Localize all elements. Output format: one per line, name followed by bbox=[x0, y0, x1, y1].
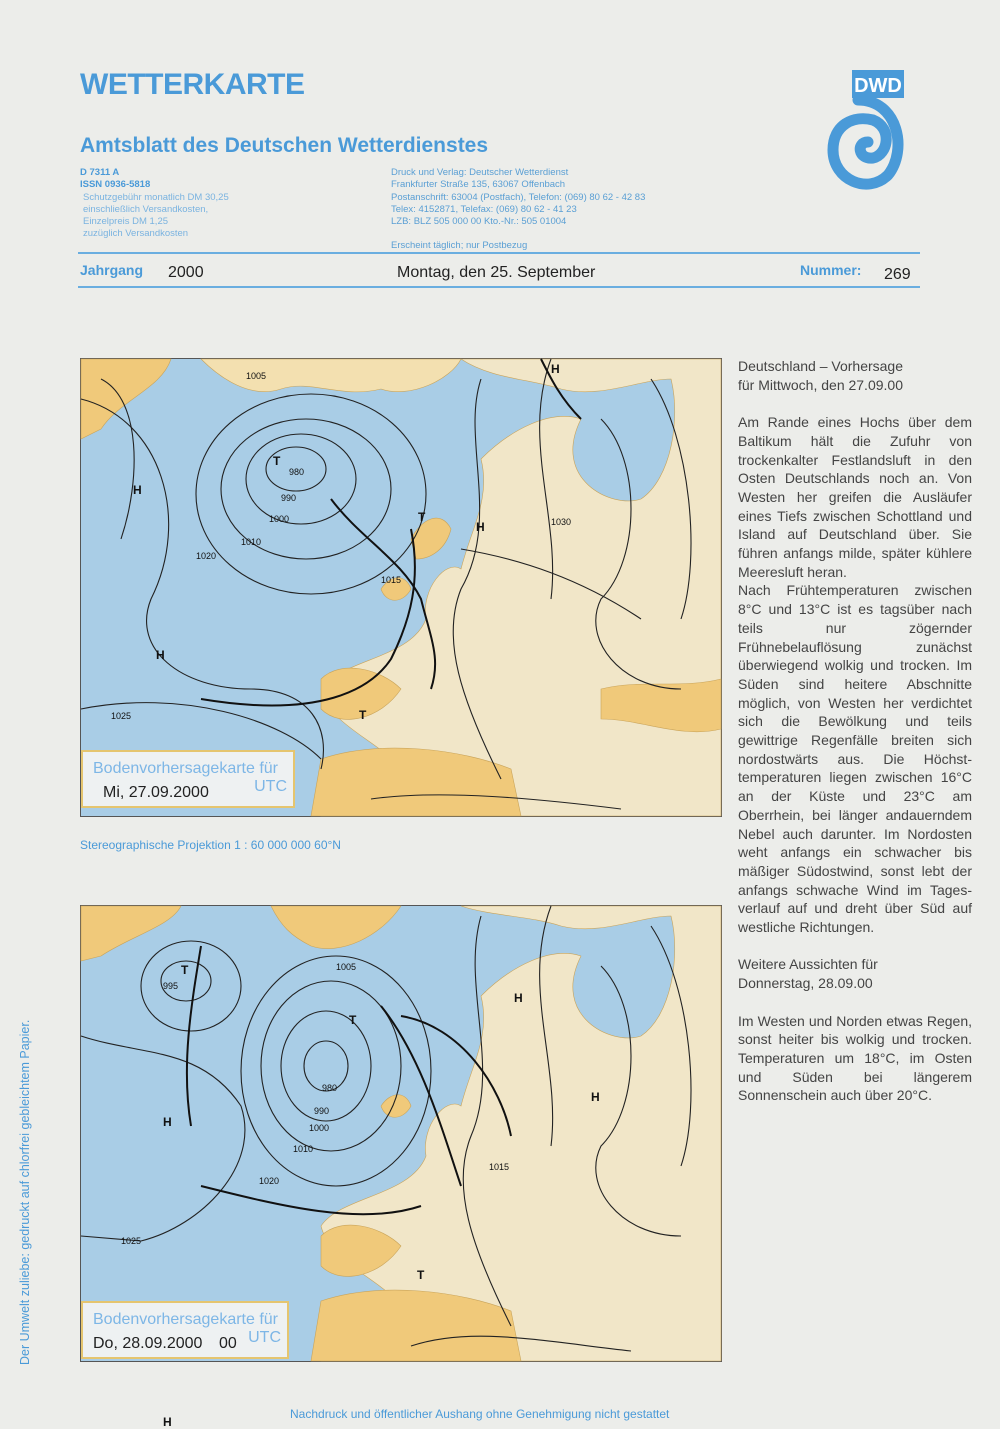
high-pressure-label: H bbox=[163, 1415, 172, 1429]
forecast-paragraph: Nach Frühtemperaturen zwischen 8°C und 13°C ist es tagsüber nach teils nur zögernder Frühnebelauflösung zunächst überwiegend wolkig und trocken. Im Süden sind heitere Abschnitte möglich, von Westen her verdichtet sich die Bewölkung und teils gewittrige Regenfälle breiten sich nordostwärts aus. Die Höchsttemperaturen liegen zwischen 16°C an der Küste und 23°C am Oberrhein, bei länger andauerndem Nebel auch darunter. Im Nordosten weht anfangs ein schwacher bis mäßiger Südostwind, sonst lebt der anfangs schwache Wind im Tagesverlauf auf und dreht über Süd auf westliche Richtungen. bbox=[738, 582, 972, 936]
low-pressure-label: T bbox=[181, 963, 189, 977]
isobar-label: 1025 bbox=[111, 711, 132, 721]
high-pressure-label: H bbox=[476, 520, 485, 534]
low-pressure-label: T bbox=[359, 708, 367, 722]
map-caption bbox=[81, 750, 295, 808]
isobar-label: 1000 bbox=[269, 514, 290, 524]
isobar-label: 980 bbox=[322, 1083, 338, 1093]
weather-map-wednesday bbox=[80, 358, 722, 817]
isobar-label: 1005 bbox=[246, 371, 267, 381]
issue-date: Montag, den 25. September bbox=[397, 264, 596, 281]
map-caption-unit: UTC bbox=[248, 1329, 281, 1346]
publisher-line: Erscheint täglich; nur Postbezug bbox=[391, 240, 528, 252]
issn: ISSN 0936-5818 bbox=[80, 179, 151, 191]
map-caption-title: Bodenvorhersagekarte für bbox=[93, 760, 278, 777]
forecast-heading: Deutschland – Vorhersage bbox=[738, 358, 903, 374]
isobar-label: 1015 bbox=[489, 1162, 510, 1172]
forecast-text bbox=[738, 357, 972, 1105]
publisher-line: Druck und Verlag: Deutscher Wetterdienst bbox=[391, 167, 569, 178]
publisher-line: Postanschrift: 63004 (Postfach), Telefon: (069) 80 62 - 42 83 bbox=[391, 191, 646, 203]
high-pressure-label: H bbox=[163, 1115, 172, 1129]
outlook-heading: Weitere Aussichten für bbox=[738, 956, 878, 973]
isobar-label: 1010 bbox=[241, 537, 262, 547]
isobar-label: 1005 bbox=[336, 962, 357, 972]
nummer-label: Nummer: bbox=[800, 262, 862, 278]
isobar-label: 1025 bbox=[121, 1236, 142, 1246]
map-caption bbox=[81, 1301, 289, 1359]
isobar-label: 1015 bbox=[381, 575, 402, 585]
isobar-label: 1010 bbox=[293, 1144, 314, 1154]
price-line: zuzüglich Versandkosten bbox=[83, 228, 189, 240]
price-line: Schutzgebühr monatlich DM 30,25 bbox=[83, 191, 229, 203]
isobar-label: 980 bbox=[289, 467, 305, 477]
copyright-footer: Nachdruck und öffentlicher Aushang ohne Genehmigung nicht gestattet bbox=[290, 1407, 670, 1421]
map-caption-time: 00 bbox=[219, 1335, 237, 1352]
nummer-value: 269 bbox=[884, 266, 911, 283]
publication-info bbox=[80, 167, 229, 241]
map-caption-title: Bodenvorhersagekarte für bbox=[93, 1311, 278, 1328]
forecast-paragraph: Am Rande eines Hochs über dem Baltikum hält die Zufuhr von trockenkalter Festlandsluft in den Osten Deutschlands noch an. Von Westen her greifen die Ausläufer eines Tiefs zwischen Schottland und Island auf Deutschland über. Sie führen anfangs milde, später kühlere Meeresluft heran. bbox=[738, 414, 972, 580]
dwd-logo bbox=[828, 70, 908, 190]
isobar-label: 1020 bbox=[259, 1176, 280, 1186]
high-pressure-label: H bbox=[514, 991, 523, 1005]
high-pressure-label: H bbox=[591, 1090, 600, 1104]
isobar-label: 995 bbox=[163, 981, 179, 991]
publisher-line: LZB: BLZ 505 000 00 Kto.-Nr.: 505 01004 bbox=[391, 216, 567, 228]
page-title: WETTERKARTE bbox=[80, 68, 305, 101]
publication-code: D 7311 A bbox=[80, 167, 120, 178]
outlook-heading: Donnerstag, 28.09.00 bbox=[738, 975, 873, 992]
low-pressure-label: T bbox=[349, 1013, 357, 1027]
logo-text: DWD bbox=[854, 75, 902, 97]
map-caption-date: Mi, 27.09.2000 bbox=[103, 784, 209, 801]
jahrgang-label: Jahrgang bbox=[80, 262, 144, 278]
high-pressure-label: H bbox=[133, 483, 142, 497]
projection-note: Stereographische Projektion 1 : 60 000 000 60°N bbox=[80, 838, 341, 852]
isobar-label: 990 bbox=[314, 1106, 330, 1116]
environment-note: Der Umwelt zuliebe: gedruckt auf chlorfrei gebleichtem Papier. bbox=[18, 1019, 32, 1365]
price-line: Einzelpreis DM 1,25 bbox=[83, 216, 169, 228]
divider bbox=[78, 286, 920, 288]
forecast-heading: für Mittwoch, den 27.09.00 bbox=[738, 376, 903, 393]
high-pressure-label: H bbox=[156, 648, 165, 662]
publisher-line: Frankfurter Straße 135, 63067 Offenbach bbox=[391, 179, 566, 191]
low-pressure-label: T bbox=[417, 1268, 425, 1282]
land-masses bbox=[81, 359, 721, 816]
price-line: einschließlich Versandkosten, bbox=[83, 203, 209, 215]
map-caption-unit: UTC bbox=[254, 778, 287, 795]
jahrgang-value: 2000 bbox=[168, 264, 204, 281]
isobar-label: 1020 bbox=[196, 551, 217, 561]
publisher-info bbox=[391, 167, 645, 253]
publisher-line: Telex: 4152871, Telefax: (069) 80 62 - 41 23 bbox=[391, 203, 577, 215]
subtitle: Amtsblatt des Deutschen Wetterdienstes bbox=[80, 134, 489, 157]
low-pressure-label: T bbox=[418, 510, 426, 524]
low-pressure-label: T bbox=[273, 454, 281, 468]
divider bbox=[78, 252, 920, 254]
isobar-label: 990 bbox=[281, 493, 297, 503]
high-pressure-label: H bbox=[551, 362, 560, 376]
map-caption-date: Do, 28.09.2000 bbox=[93, 1335, 203, 1352]
outlook-paragraph: Im Westen und Norden etwas Regen, sonst heiter bis wolkig und trocken. Temperaturen um 18°C, im Osten und Süden bei längerem Sonnenschein auch über 20°C. bbox=[738, 1012, 972, 1104]
isobar-label: 1000 bbox=[309, 1123, 330, 1133]
isobar-label: 1030 bbox=[551, 517, 572, 527]
land-masses bbox=[81, 906, 721, 1361]
